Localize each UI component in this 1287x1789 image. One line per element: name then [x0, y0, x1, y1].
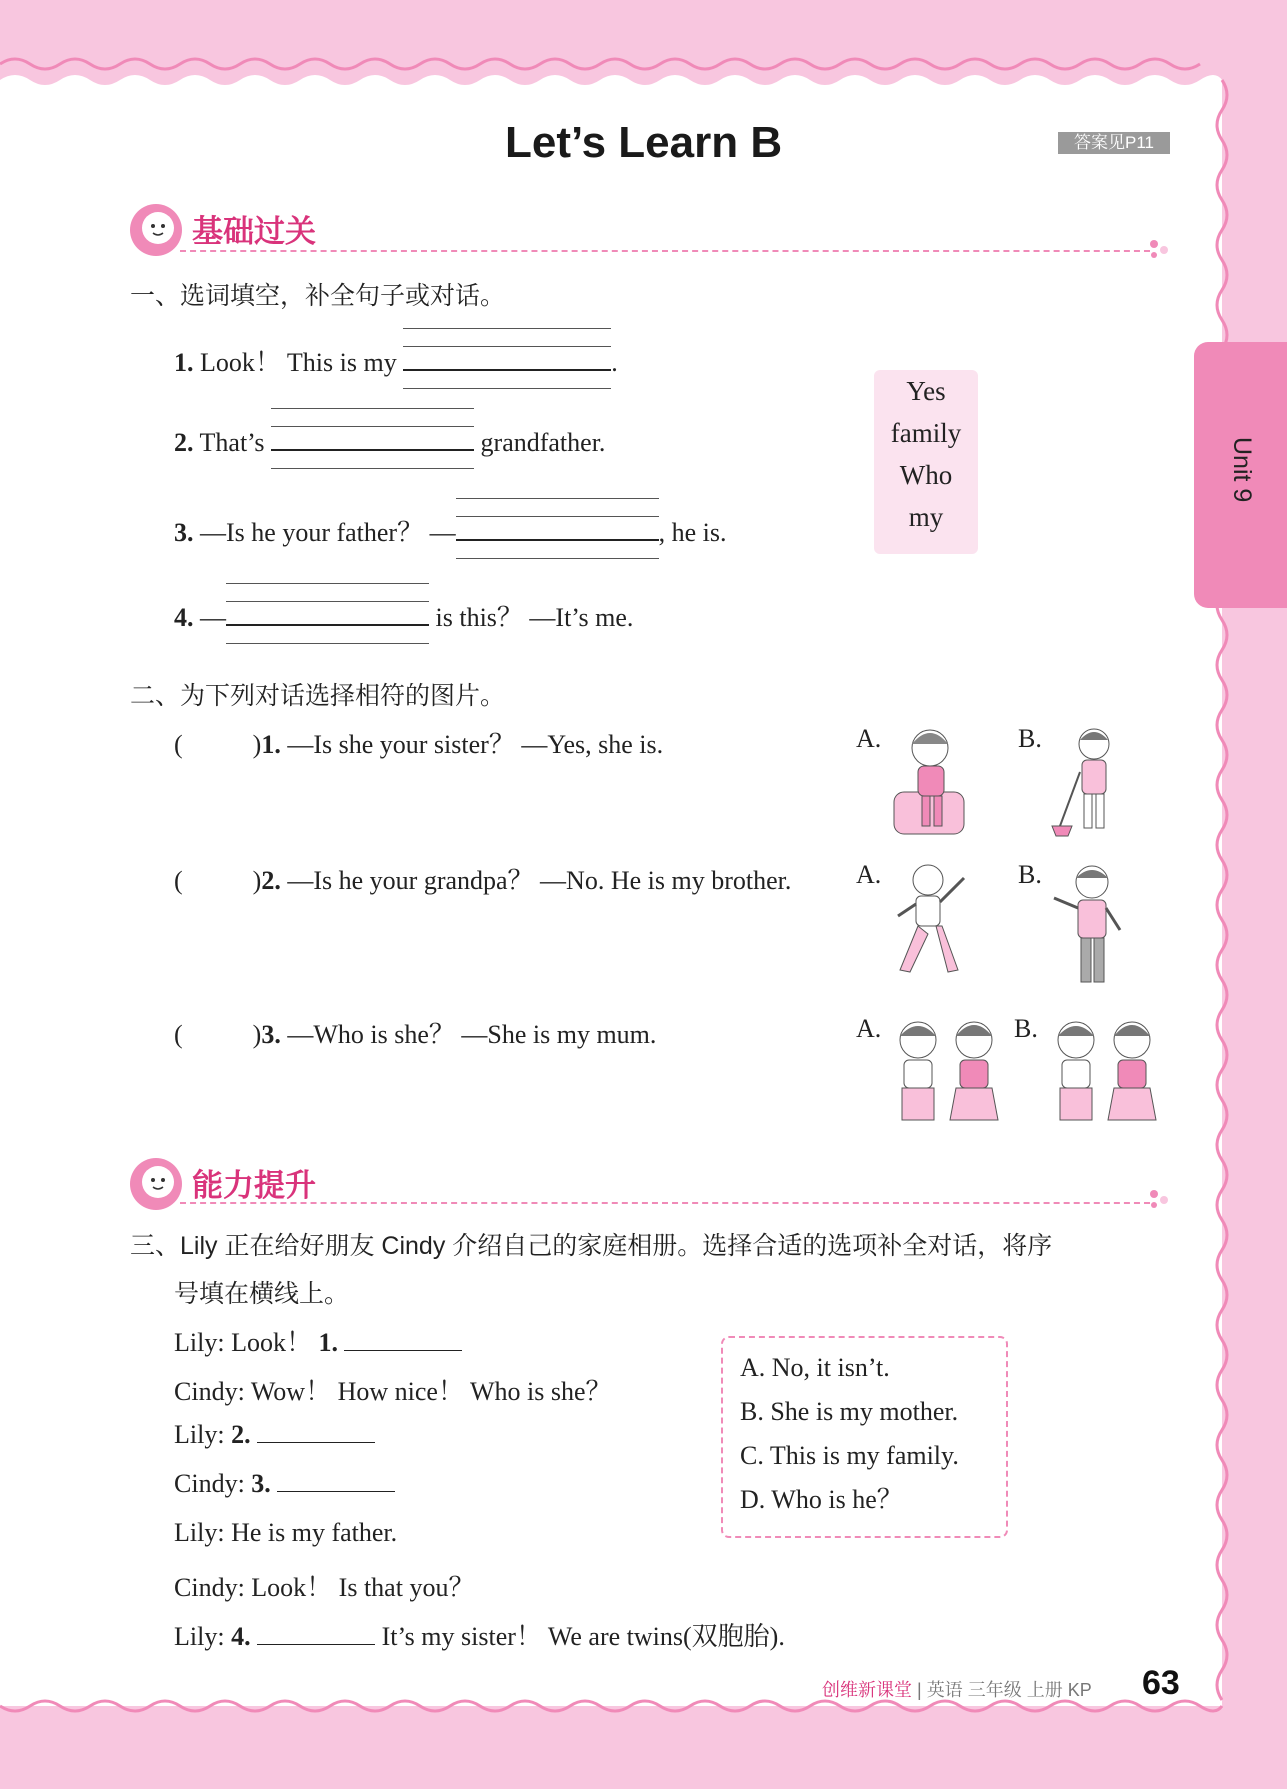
blank-number: 4.	[231, 1622, 251, 1651]
answer-reference-badge: 答案见P11	[1058, 132, 1170, 154]
paren-open: (	[174, 866, 183, 895]
dialogue-line-6	[174, 1567, 474, 1604]
item-number: 3.	[261, 1020, 281, 1049]
item-text-after: .	[611, 348, 618, 377]
paren-close: )	[252, 730, 262, 759]
section-heading-advanced: 能力提升	[192, 1168, 316, 1203]
option-a-label: A.	[856, 724, 882, 753]
speaker: Lily:	[174, 1420, 225, 1449]
option-a: A. No, it isn’t.	[740, 1353, 890, 1382]
item-number: 2.	[174, 428, 194, 457]
word-bank-item: Yes	[906, 376, 946, 406]
item-text-after: is this？ —It’s me.	[435, 603, 634, 632]
section-divider	[180, 250, 1150, 252]
option-b-label: B.	[1014, 1014, 1038, 1043]
footer-brand: 创维新课堂	[822, 1680, 912, 1700]
dialogue-line-4	[174, 1469, 395, 1499]
item-number: 1.	[261, 730, 281, 759]
q1-item-3	[174, 512, 727, 549]
item-number: 3.	[174, 518, 194, 547]
item-text-after: , he is.	[658, 518, 727, 547]
item-number: 4.	[174, 603, 194, 632]
q2-item-1	[174, 724, 663, 761]
item-text: —Who is she？ —She is my mum.	[287, 1020, 657, 1049]
unit-label: Unit 9	[1228, 437, 1256, 503]
word-bank-box	[874, 370, 978, 554]
speaker: Lily:	[174, 1622, 225, 1651]
paren-open: (	[174, 730, 183, 759]
options-box	[721, 1336, 1008, 1538]
speaker: Cindy:	[174, 1573, 245, 1602]
q1-item-2	[174, 427, 605, 458]
mascot-icon	[128, 1156, 184, 1212]
option-a-label: A.	[856, 860, 882, 889]
dialogue-text: He is my father.	[231, 1518, 398, 1547]
dialogue-text: Look！ Is that you？	[251, 1573, 475, 1602]
answer-blank-1[interactable]	[403, 347, 611, 371]
boy-waving-picture	[1048, 858, 1134, 990]
dialogue-line-2	[174, 1371, 612, 1408]
speaker: Lily:	[174, 1328, 225, 1357]
speaker: Lily:	[174, 1518, 225, 1547]
unit-side-tab	[1194, 342, 1287, 608]
dots-decoration-icon	[1148, 1188, 1170, 1210]
footer-info: 创维新课堂 | 英语 三年级 上册 KP	[822, 1680, 1092, 1700]
section-divider	[180, 1202, 1150, 1204]
paren-close: )	[252, 1020, 262, 1049]
dialogue-blank-2[interactable]	[257, 1422, 375, 1443]
option-b: B. She is my mother.	[740, 1397, 959, 1426]
page-number: 63	[1142, 1664, 1180, 1702]
item-text: —Is he your grandpa？ —No. He is my brother.	[287, 866, 792, 895]
question3-instruction-line1: 三、Lily 正在给好朋友 Cindy 介绍自己的家庭相册。选择合适的选项补全对话，将序	[130, 1232, 1053, 1260]
dialogue-line-1	[174, 1322, 462, 1359]
item-text: —	[200, 603, 226, 632]
option-a-label: A.	[856, 1014, 882, 1043]
boy-sweeping-picture	[1050, 722, 1128, 840]
option-d: D. Who is he？	[740, 1485, 903, 1514]
item-number: 2.	[261, 866, 281, 895]
blank-number: 2.	[231, 1420, 251, 1449]
option-b-label: B.	[1018, 724, 1042, 753]
dots-decoration-icon	[1148, 238, 1170, 260]
word-bank-item: my	[908, 502, 944, 532]
option-b-label: B.	[1018, 860, 1042, 889]
answer-blank-3[interactable]	[456, 517, 659, 541]
paren-open: (	[174, 1020, 183, 1049]
item-text-after: grandfather.	[480, 428, 606, 457]
mascot-icon	[128, 202, 184, 258]
question3-instruction-line2: 号填在横线上。	[174, 1280, 350, 1308]
dialogue-line-5	[174, 1518, 397, 1548]
item-text: Look！ This is my	[200, 348, 397, 377]
two-children-picture-b	[1044, 1012, 1170, 1124]
word-bank-item: Who	[899, 460, 953, 490]
q2-item-2	[174, 860, 791, 897]
question1-instruction: 一、选词填空，补全句子或对话。	[130, 282, 506, 310]
speaker: Cindy:	[174, 1377, 245, 1406]
dialogue-line-3	[174, 1420, 375, 1450]
blank-number: 1.	[318, 1328, 338, 1357]
word-bank-item: family	[890, 418, 962, 448]
item-number: 1.	[174, 348, 194, 377]
dialogue-blank-4[interactable]	[257, 1624, 375, 1645]
speaker: Cindy:	[174, 1469, 245, 1498]
item-text: —Is she your sister？ —Yes, she is.	[287, 730, 664, 759]
section-heading-basic: 基础过关	[192, 214, 316, 249]
q1-item-1	[174, 342, 618, 379]
dialogue-text: It’s my sister！ We are twins(双胞胎).	[381, 1622, 785, 1651]
question2-instruction: 二、为下列对话选择相符的图片。	[130, 682, 506, 710]
option-c: C. This is my family.	[740, 1441, 959, 1470]
page-title: Let’s Learn B	[505, 118, 783, 167]
footer-details: 英语 三年级 上册 KP	[926, 1680, 1092, 1700]
dialogue-line-7	[174, 1616, 785, 1653]
girl-sitting-picture	[888, 722, 976, 840]
q1-item-4	[174, 597, 633, 634]
paren-close: )	[252, 866, 262, 895]
blank-number: 3.	[251, 1469, 271, 1498]
dialogue-text: Wow！ How nice！ Who is she？	[250, 1377, 612, 1406]
dialogue-blank-1[interactable]	[344, 1330, 462, 1351]
two-children-picture-a	[886, 1012, 1012, 1124]
dialogue-text: Look！	[231, 1328, 312, 1357]
item-text: —Is he your father？ —	[200, 518, 456, 547]
grandpa-exercising-picture	[884, 858, 974, 980]
item-text: That’s	[199, 428, 265, 457]
answer-blank-2[interactable]	[271, 427, 474, 451]
answer-blank-4[interactable]	[226, 602, 429, 626]
q2-item-3	[174, 1014, 656, 1051]
dialogue-blank-3[interactable]	[277, 1471, 395, 1492]
